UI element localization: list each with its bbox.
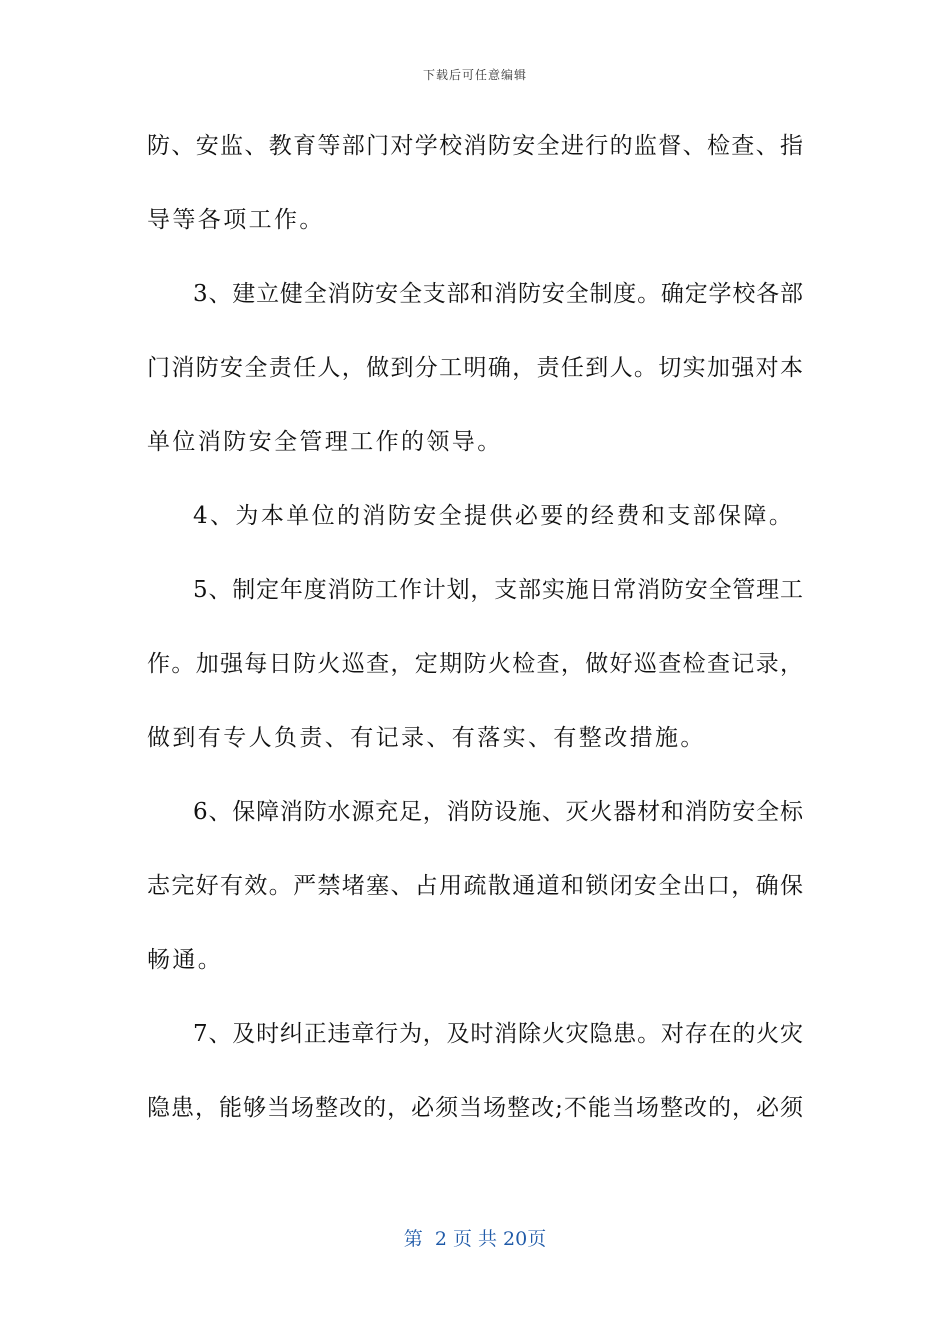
paragraph-start-line: 7、及时纠正违章行为，及时消除火灾隐患。对存在的火灾 (193, 1021, 803, 1047)
paragraph-start-line: 5、制定年度消防工作计划，支部实施日常消防安全管理工 (193, 577, 803, 603)
text-line: 志完好有效。严禁堵塞、占用疏散通道和锁闭安全出口，确保 (147, 873, 803, 899)
paragraph-start-line: 3、建立健全消防安全支部和消防安全制度。确定学校各部 (193, 281, 803, 307)
text-line: 门消防安全责任人，做到分工明确，责任到人。切实加强对本 (147, 355, 803, 381)
header-note: 下载后可任意编辑 (422, 68, 527, 82)
text-line: 导等各项工作。 (147, 207, 325, 233)
text-line: 畅通。 (147, 947, 224, 973)
paragraph-start-line: 6、保障消防水源充足，消防设施、灭火器材和消防安全标 (193, 799, 803, 825)
text-line: 防、安监、教育等部门对学校消防安全进行的监督、检查、指 (147, 133, 803, 159)
text-line: 隐患，能够当场整改的，必须当场整改;不能当场整改的，必须 (147, 1095, 803, 1121)
document-body (147, 113, 803, 1149)
text-line: 做到有专人负责、有记录、有落实、有整改措施。 (147, 725, 706, 751)
paragraph-start-line: 4、为本单位的消防安全提供必要的经费和支部保障。 (193, 503, 795, 529)
text-line: 单位消防安全管理工作的领导。 (147, 429, 503, 455)
text-line: 作。加强每日防火巡查，定期防火检查，做好巡查检查记录， (147, 651, 803, 677)
page-number: 第 2 页 共 20页 (403, 1228, 547, 1250)
